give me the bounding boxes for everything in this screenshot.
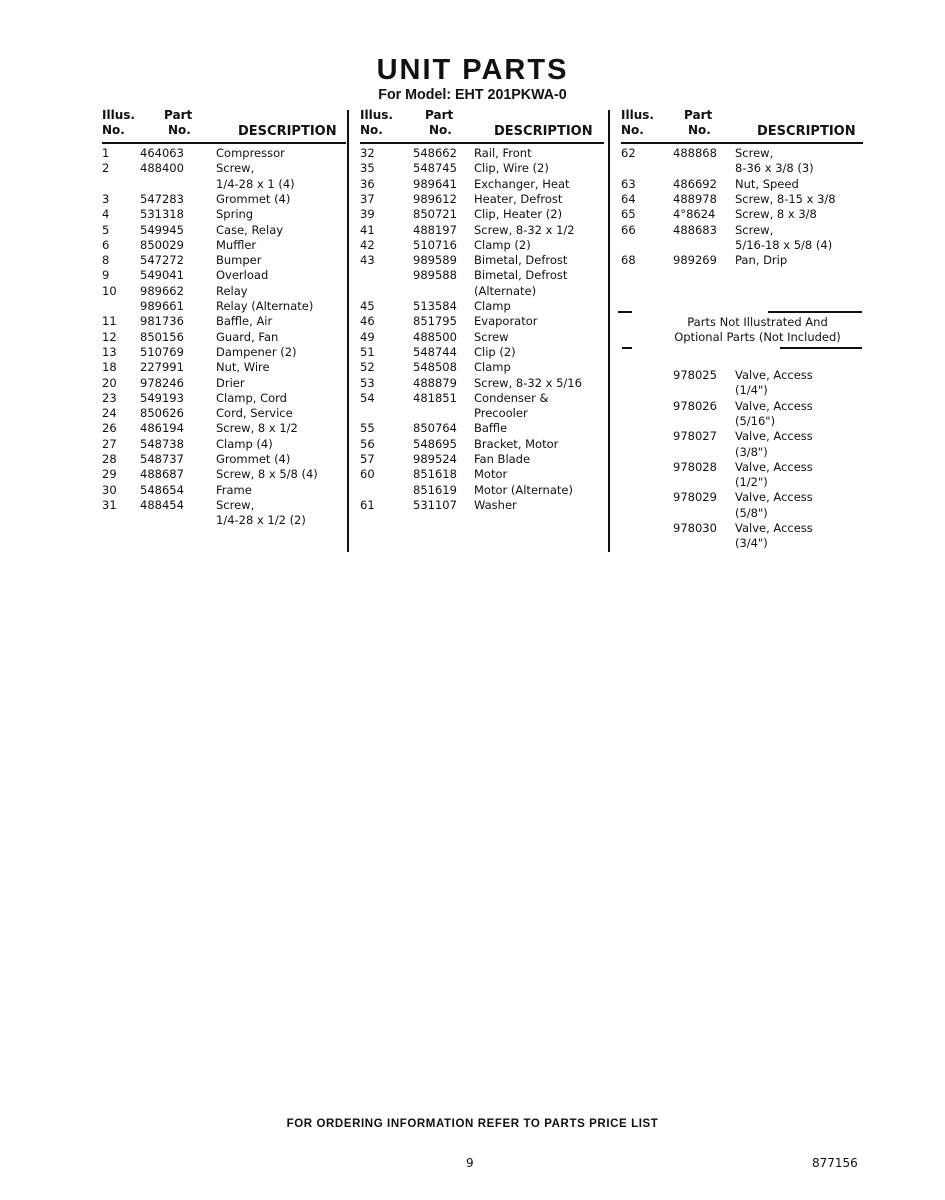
description: Clip, Heater (2) bbox=[474, 207, 563, 222]
description: Cord, Service bbox=[216, 406, 293, 421]
table-row bbox=[360, 360, 620, 375]
part-no: 488868 bbox=[673, 146, 717, 160]
header-description: DESCRIPTION bbox=[238, 124, 337, 139]
illus-no: 65 bbox=[621, 207, 636, 222]
part-no: 549041 bbox=[140, 268, 184, 283]
parts-column-1 bbox=[102, 108, 362, 558]
part-no: 481851 bbox=[413, 390, 457, 405]
illus-no: 18 bbox=[102, 360, 117, 375]
description: Exchanger, Heat bbox=[474, 176, 570, 191]
illus-no: 28 bbox=[102, 452, 117, 466]
illus-no: 4 bbox=[102, 207, 110, 222]
table-row bbox=[360, 391, 620, 406]
illus-no: 61 bbox=[360, 497, 375, 512]
part-no: 981736 bbox=[140, 314, 184, 329]
part-no: 488500 bbox=[413, 329, 457, 344]
illus-no: 9 bbox=[102, 268, 110, 283]
illus-no: 32 bbox=[360, 146, 375, 160]
table-row bbox=[102, 452, 362, 467]
part-no: 510769 bbox=[140, 344, 184, 359]
description: Clamp (2) bbox=[474, 237, 531, 252]
table-row bbox=[102, 223, 362, 238]
illus-no: 45 bbox=[360, 299, 375, 313]
part-no: 227991 bbox=[140, 360, 184, 375]
part-no: 989589 bbox=[413, 253, 457, 268]
description: Compressor bbox=[216, 146, 285, 160]
part-no: 549945 bbox=[140, 222, 184, 237]
part-no: 989588 bbox=[413, 268, 457, 283]
description: Screw, 8-32 x 1/2 bbox=[474, 222, 575, 237]
table-row bbox=[360, 376, 620, 391]
header-rule bbox=[360, 142, 604, 144]
table-row bbox=[102, 391, 362, 406]
description: Valve, Access bbox=[735, 398, 813, 413]
part-no: 486692 bbox=[673, 176, 717, 191]
description: Valve, Access bbox=[735, 459, 813, 474]
description: Evaporator bbox=[474, 314, 538, 329]
table-row bbox=[621, 238, 881, 253]
table-row bbox=[621, 368, 881, 383]
description: Bimetal, Defrost bbox=[474, 253, 568, 268]
table-row bbox=[621, 475, 881, 490]
description: Clip, Wire (2) bbox=[474, 161, 549, 176]
illus-no: 2 bbox=[102, 161, 110, 176]
table-row bbox=[102, 177, 362, 192]
table-row bbox=[360, 406, 620, 421]
description: (1/4") bbox=[735, 383, 768, 398]
description: Fan Blade bbox=[474, 452, 531, 466]
illus-no: 31 bbox=[102, 497, 117, 512]
table-row bbox=[621, 490, 881, 505]
table-row bbox=[621, 223, 881, 238]
table-row bbox=[360, 223, 620, 238]
part-no: 989641 bbox=[413, 176, 457, 191]
table-row bbox=[621, 460, 881, 475]
illus-no: 27 bbox=[102, 436, 117, 451]
description: Screw, 8 x 3/8 bbox=[735, 207, 817, 222]
page-number: 9 bbox=[466, 1156, 474, 1170]
table-row bbox=[360, 253, 620, 268]
description: Screw, bbox=[216, 497, 255, 512]
part-no: 547272 bbox=[140, 253, 184, 268]
table-row bbox=[621, 414, 881, 429]
description: Muffler bbox=[216, 237, 257, 252]
table-row bbox=[102, 330, 362, 345]
illus-no: 11 bbox=[102, 314, 117, 329]
part-no: 488978 bbox=[673, 191, 717, 206]
illus-no: 54 bbox=[360, 390, 375, 405]
description: Pan, Drip bbox=[735, 253, 788, 268]
illus-no: 39 bbox=[360, 207, 375, 222]
description: Bimetal, Defrost bbox=[474, 268, 568, 283]
description: Valve, Access bbox=[735, 429, 813, 444]
table-row bbox=[360, 146, 620, 161]
part-no: 548662 bbox=[413, 146, 457, 160]
table-row bbox=[360, 238, 620, 253]
part-no: 548737 bbox=[140, 452, 184, 466]
header-illus-no: No. bbox=[621, 123, 644, 137]
part-no: 978026 bbox=[673, 398, 717, 413]
description: Dampener (2) bbox=[216, 344, 297, 359]
header-illus-no: No. bbox=[360, 123, 383, 137]
part-no: 488687 bbox=[140, 467, 184, 482]
description: Clamp bbox=[474, 299, 511, 313]
part-no: 548508 bbox=[413, 360, 457, 375]
description: Screw, bbox=[735, 222, 774, 237]
illus-no: 24 bbox=[102, 406, 117, 421]
description: Valve, Access bbox=[735, 521, 813, 535]
description: Screw, bbox=[735, 146, 774, 160]
description: Screw, 8-32 x 5/16 bbox=[474, 375, 582, 390]
header-illus-label: Illus. bbox=[360, 108, 393, 122]
part-no: 488683 bbox=[673, 222, 717, 237]
description: 8-36 x 3/8 (3) bbox=[735, 161, 814, 176]
header-illus-label: Illus. bbox=[102, 108, 135, 122]
part-no: 850721 bbox=[413, 207, 457, 222]
illus-no: 10 bbox=[102, 283, 117, 298]
part-no: 851795 bbox=[413, 314, 457, 329]
header-part-no: No. bbox=[429, 123, 452, 137]
table-row bbox=[102, 345, 362, 360]
description: Relay bbox=[216, 283, 248, 298]
header-part-no: No. bbox=[168, 123, 191, 137]
illus-no: 23 bbox=[102, 390, 117, 405]
part-no: 989662 bbox=[140, 283, 184, 298]
description: Spring bbox=[216, 207, 254, 222]
table-row bbox=[102, 513, 362, 528]
table-row bbox=[102, 376, 362, 391]
description: (5/8") bbox=[735, 505, 768, 520]
table-row bbox=[360, 330, 620, 345]
illus-no: 51 bbox=[360, 344, 375, 359]
description: Guard, Fan bbox=[216, 329, 279, 344]
table-row bbox=[360, 498, 620, 513]
part-no: 989612 bbox=[413, 191, 457, 206]
description: Screw, 8-15 x 3/8 bbox=[735, 191, 836, 206]
header-part-no: No. bbox=[688, 123, 711, 137]
table-row bbox=[621, 253, 881, 268]
illus-no: 56 bbox=[360, 436, 375, 451]
illus-no: 68 bbox=[621, 253, 636, 268]
illus-no: 8 bbox=[102, 253, 110, 268]
part-no: 513584 bbox=[413, 299, 457, 313]
illus-no: 5 bbox=[102, 222, 110, 237]
table-row bbox=[360, 483, 620, 498]
description: Grommet (4) bbox=[216, 191, 291, 206]
table-row bbox=[360, 268, 620, 283]
description: Baffle, Air bbox=[216, 314, 273, 329]
description: Clamp, Cord bbox=[216, 390, 287, 405]
part-no: 850626 bbox=[140, 406, 184, 421]
table-row bbox=[360, 299, 620, 314]
header-illus-label: Illus. bbox=[621, 108, 654, 122]
part-no: 978025 bbox=[673, 368, 717, 382]
table-row bbox=[102, 146, 362, 161]
table-row bbox=[621, 207, 881, 222]
table-row bbox=[360, 314, 620, 329]
illus-no: 49 bbox=[360, 329, 375, 344]
table-row bbox=[102, 284, 362, 299]
part-no: 851619 bbox=[413, 482, 457, 497]
illus-no: 36 bbox=[360, 176, 375, 191]
description: Screw, 8 x 5/8 (4) bbox=[216, 467, 318, 482]
part-no: 488454 bbox=[140, 497, 184, 512]
description: Washer bbox=[474, 497, 517, 512]
table-row bbox=[621, 192, 881, 207]
part-no: 548744 bbox=[413, 344, 457, 359]
divider bbox=[622, 347, 632, 349]
table-row bbox=[621, 161, 881, 176]
description: Bumper bbox=[216, 253, 262, 268]
illus-no: 12 bbox=[102, 329, 117, 344]
part-no: 4°8624 bbox=[673, 207, 716, 222]
description: Precooler bbox=[474, 406, 528, 421]
description: (5/16") bbox=[735, 413, 776, 428]
part-no: 531107 bbox=[413, 497, 457, 512]
divider bbox=[768, 311, 862, 313]
table-row bbox=[360, 192, 620, 207]
description: Case, Relay bbox=[216, 222, 284, 237]
illus-no: 52 bbox=[360, 360, 375, 375]
description: 1/4-28 x 1 (4) bbox=[216, 176, 295, 191]
illus-no: 66 bbox=[621, 222, 636, 237]
part-no: 488400 bbox=[140, 161, 184, 176]
illus-no: 53 bbox=[360, 375, 375, 390]
part-no: 488879 bbox=[413, 375, 457, 390]
table-row bbox=[360, 437, 620, 452]
part-no: 989269 bbox=[673, 253, 717, 268]
illus-no: 1 bbox=[102, 146, 110, 160]
table-row bbox=[102, 498, 362, 513]
table-row bbox=[102, 483, 362, 498]
header-part-label: Part bbox=[684, 108, 713, 122]
illus-no: 20 bbox=[102, 375, 117, 390]
table-row bbox=[102, 238, 362, 253]
divider bbox=[618, 311, 632, 313]
part-no: 531318 bbox=[140, 207, 184, 222]
table-row bbox=[621, 506, 881, 521]
optional-parts-note-line1: Parts Not Illustrated And bbox=[687, 315, 828, 329]
part-no: 547283 bbox=[140, 191, 184, 206]
part-no: 850764 bbox=[413, 421, 457, 436]
table-row bbox=[102, 253, 362, 268]
description: Screw, 8 x 1/2 bbox=[216, 421, 298, 436]
parts-column-2 bbox=[360, 108, 620, 558]
header-part-label: Part bbox=[425, 108, 454, 122]
part-no: 510716 bbox=[413, 237, 457, 252]
illus-no: 46 bbox=[360, 314, 375, 329]
description: Clip (2) bbox=[474, 344, 516, 359]
table-row bbox=[102, 467, 362, 482]
table-row bbox=[360, 345, 620, 360]
table-row bbox=[102, 360, 362, 375]
description: Frame bbox=[216, 482, 252, 497]
part-no: 488197 bbox=[413, 222, 457, 237]
illus-no: 30 bbox=[102, 482, 117, 497]
part-no: 978027 bbox=[673, 429, 717, 444]
table-row bbox=[102, 192, 362, 207]
illus-no: 62 bbox=[621, 146, 636, 160]
part-no: 549193 bbox=[140, 390, 184, 405]
description: (Alternate) bbox=[474, 283, 537, 298]
document-number: 877156 bbox=[812, 1156, 858, 1170]
illus-no: 26 bbox=[102, 421, 117, 436]
header-rule bbox=[621, 142, 863, 144]
table-row bbox=[102, 437, 362, 452]
divider bbox=[780, 347, 862, 349]
header-description: DESCRIPTION bbox=[494, 124, 593, 139]
table-row bbox=[360, 207, 620, 222]
illus-no: 57 bbox=[360, 452, 375, 466]
part-no: 978030 bbox=[673, 521, 717, 535]
part-no: 851618 bbox=[413, 467, 457, 482]
table-row bbox=[621, 521, 881, 536]
description: Rail, Front bbox=[474, 146, 532, 160]
description: (3/4") bbox=[735, 536, 768, 551]
table-row bbox=[621, 383, 881, 398]
table-row bbox=[102, 299, 362, 314]
description: (3/8") bbox=[735, 444, 768, 459]
illus-no: 63 bbox=[621, 176, 636, 191]
illus-no: 55 bbox=[360, 421, 375, 436]
illus-no: 37 bbox=[360, 191, 375, 206]
model-subtitle: For Model: EHT 201PKWA-0 bbox=[378, 86, 567, 103]
table-row bbox=[102, 314, 362, 329]
illus-no: 42 bbox=[360, 237, 375, 252]
page-title: UNIT PARTS bbox=[376, 54, 569, 86]
header-description: DESCRIPTION bbox=[757, 124, 856, 139]
table-row bbox=[621, 399, 881, 414]
table-row bbox=[360, 161, 620, 176]
description: Valve, Access bbox=[735, 368, 813, 382]
part-no: 548695 bbox=[413, 436, 457, 451]
table-row bbox=[102, 268, 362, 283]
part-no: 978028 bbox=[673, 459, 717, 474]
part-no: 989524 bbox=[413, 452, 457, 466]
description: 1/4-28 x 1/2 (2) bbox=[216, 513, 306, 528]
description: Bracket, Motor bbox=[474, 436, 559, 451]
part-no: 548738 bbox=[140, 436, 184, 451]
part-no: 850029 bbox=[140, 237, 184, 252]
part-no: 978246 bbox=[140, 375, 184, 390]
header-rule bbox=[102, 142, 346, 144]
description: Clamp (4) bbox=[216, 436, 273, 451]
part-no: 850156 bbox=[140, 329, 184, 344]
illus-no: 60 bbox=[360, 467, 375, 482]
description: Screw bbox=[474, 329, 509, 344]
illus-no: 6 bbox=[102, 237, 110, 252]
table-row bbox=[360, 467, 620, 482]
description: Grommet (4) bbox=[216, 452, 291, 466]
part-no: 486194 bbox=[140, 421, 184, 436]
table-row bbox=[621, 536, 881, 551]
illus-no: 35 bbox=[360, 161, 375, 176]
description: Screw, bbox=[216, 161, 255, 176]
illus-no: 43 bbox=[360, 253, 375, 268]
description: Overload bbox=[216, 268, 269, 283]
description: Clamp bbox=[474, 360, 511, 375]
table-row bbox=[621, 429, 881, 444]
table-row bbox=[102, 161, 362, 176]
description: Heater, Defrost bbox=[474, 191, 563, 206]
table-row bbox=[360, 452, 620, 467]
table-row bbox=[102, 207, 362, 222]
table-row bbox=[621, 445, 881, 460]
description: Baffle bbox=[474, 421, 508, 436]
description: Relay (Alternate) bbox=[216, 299, 314, 313]
description: Motor bbox=[474, 467, 508, 482]
part-no: 989661 bbox=[140, 299, 184, 313]
table-row bbox=[102, 421, 362, 436]
description: Nut, Wire bbox=[216, 360, 270, 375]
description: Drier bbox=[216, 375, 245, 390]
description: Motor (Alternate) bbox=[474, 482, 573, 497]
part-no: 978029 bbox=[673, 490, 717, 505]
table-row bbox=[360, 284, 620, 299]
illus-no: 64 bbox=[621, 191, 636, 206]
illus-no: 41 bbox=[360, 222, 375, 237]
description: Nut, Speed bbox=[735, 176, 799, 191]
table-row bbox=[360, 421, 620, 436]
description: Valve, Access bbox=[735, 490, 813, 505]
part-no: 548745 bbox=[413, 161, 457, 176]
illus-no: 13 bbox=[102, 344, 117, 359]
table-row bbox=[621, 177, 881, 192]
illus-no: 3 bbox=[102, 191, 110, 206]
description: (1/2") bbox=[735, 475, 768, 490]
table-row bbox=[621, 146, 881, 161]
ordering-info-footer: FOR ORDERING INFORMATION REFER TO PARTS PRICE LIST bbox=[286, 1118, 659, 1130]
optional-parts-note-line2: Optional Parts (Not Included) bbox=[674, 330, 841, 344]
table-row bbox=[102, 406, 362, 421]
illus-no: 29 bbox=[102, 467, 117, 482]
table-row bbox=[360, 177, 620, 192]
description: Condenser & bbox=[474, 390, 549, 405]
part-no: 464063 bbox=[140, 146, 184, 160]
header-illus-no: No. bbox=[102, 123, 125, 137]
part-no: 548654 bbox=[140, 482, 184, 497]
description: 5/16-18 x 5/8 (4) bbox=[735, 237, 833, 252]
header-part-label: Part bbox=[164, 108, 193, 122]
